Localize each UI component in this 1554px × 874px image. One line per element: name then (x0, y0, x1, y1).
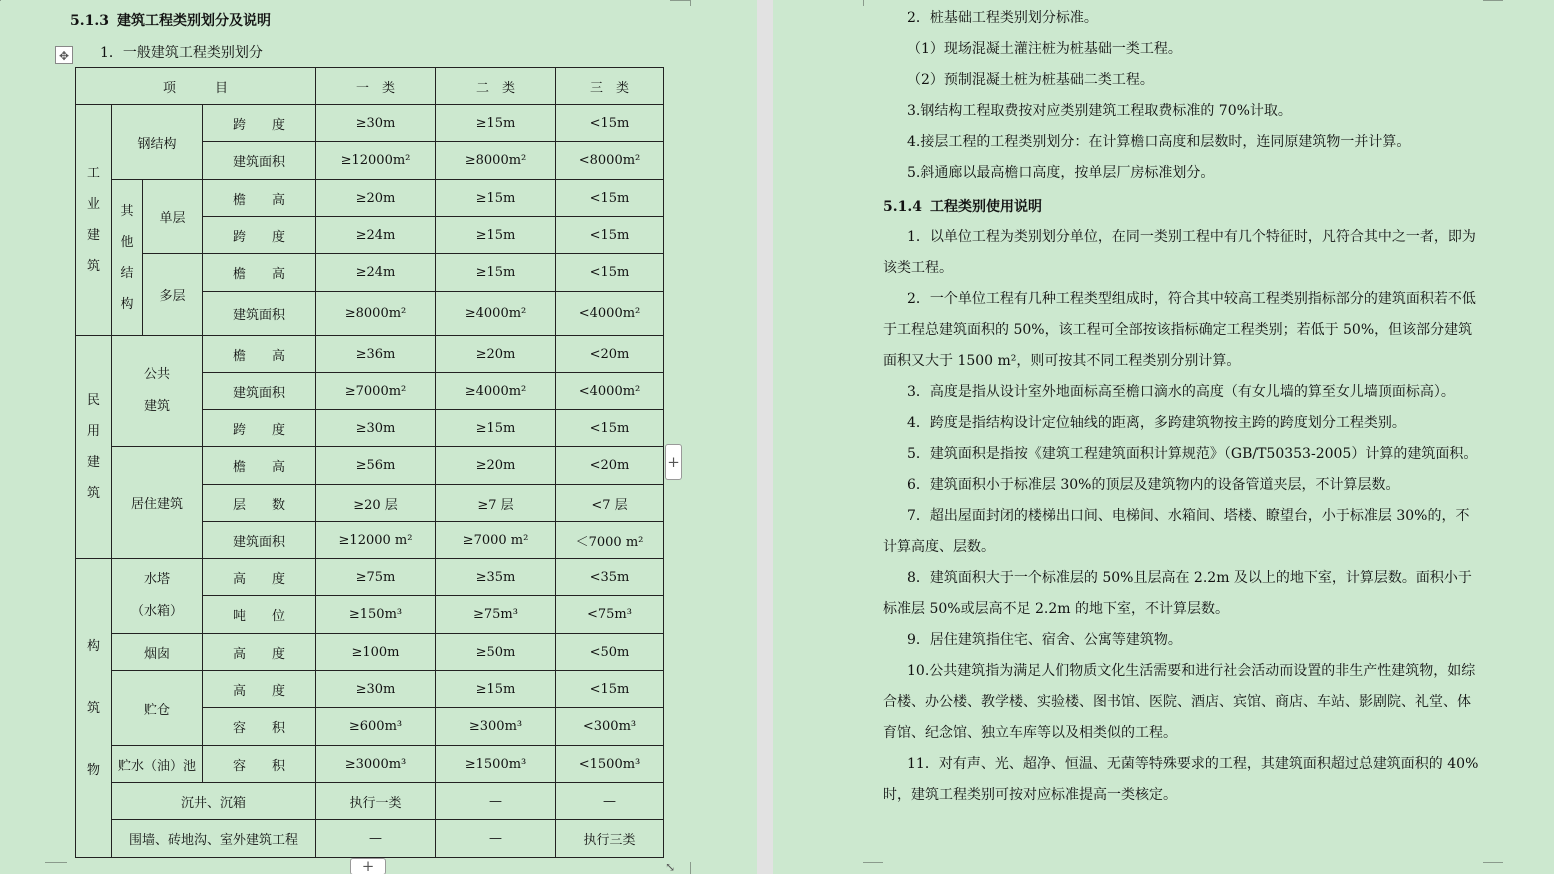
paragraph: 6．建筑面积小于标准层 30%的顶层及建筑物内的设备管道夹层，不计算层数。 (907, 477, 1400, 493)
value-class-1: ≥56m (316, 447, 436, 485)
value-class-1: ≥24m (316, 254, 436, 292)
value-class-2: ≥4000m² (436, 292, 556, 336)
value-class-2: ≥20m (436, 447, 556, 485)
parameter: 容 积 (203, 708, 316, 746)
category-public: 公共 建筑 (112, 336, 203, 447)
parameter: 檐 高 (203, 447, 316, 485)
value-class-2: ≥1500m³ (436, 746, 556, 783)
value-class-3: <15m (556, 254, 664, 292)
value-class-1: — (316, 820, 436, 858)
value-class-3: <15m (556, 671, 664, 708)
value-class-3: <20m (556, 336, 664, 373)
table-row (76, 783, 664, 820)
paragraph: 7．超出屋面封闭的楼梯出口间、电梯间、水箱间、塔楼、瞭望台，小于标准层 30%的，不计算高度、层数。 (883, 508, 1470, 555)
document-page-left (0, 0, 757, 874)
parameter: 高 度 (203, 634, 316, 671)
header-class-3: 三 类 (556, 68, 664, 105)
value-class-3: <4000m² (556, 292, 664, 336)
table-resize-handle-icon[interactable]: ⤡ (665, 860, 676, 874)
crop-mark (690, 862, 691, 874)
header-class-1: 一 类 (316, 68, 436, 105)
value-class-3: <8000m² (556, 142, 664, 180)
value-class-1: ≥30m (316, 105, 436, 142)
table-row (76, 820, 664, 858)
value-class-2: — (436, 820, 556, 858)
paragraph: 2．桩基础工程类别划分标准。 (907, 10, 1098, 26)
value-class-2: ≥35m (436, 559, 556, 596)
paragraph: 5.斜通廊以最高檐口高度，按单层厂房标准划分。 (907, 165, 1215, 181)
category-walls: 围墙、砖地沟、室外建筑工程 (112, 820, 316, 858)
value-class-2: ≥8000m² (436, 142, 556, 180)
paragraph: 4．跨度是指结构设计定位轴线的距离，多跨建筑物按主跨的跨度划分工程类别。 (907, 415, 1406, 431)
parameter: 建筑面积 (203, 292, 316, 336)
value-class-1: ≥3000m³ (316, 746, 436, 783)
section-number: 5.1.4 (883, 199, 922, 215)
paragraph: 5．建筑面积是指按《建筑工程建筑面积计算规范》（GB/T50353-2005）计算的建筑面积。 (907, 446, 1478, 462)
value-class-2: ≥15m (436, 105, 556, 142)
crop-mark (1483, 862, 1503, 863)
paragraph: 9．居住建筑指住宅、宿舍、公寓等建筑物。 (907, 632, 1182, 648)
value-class-3: <15m (556, 217, 664, 254)
value-class-3: <15m (556, 180, 664, 217)
sub-heading: 1．一般建筑工程类别划分 (100, 45, 263, 61)
category-pool: 贮水（油）池 (112, 746, 203, 783)
value-class-1: ≥30m (316, 671, 436, 708)
value-class-1: ≥24m (316, 217, 436, 254)
parameter: 高 度 (203, 671, 316, 708)
crop-mark (670, 0, 690, 1)
value-class-3: <1500m³ (556, 746, 664, 783)
parameter: 建筑面积 (203, 522, 316, 559)
subcategory-multi: 多层 (143, 254, 203, 336)
category-steel: 钢结构 (112, 105, 203, 180)
group-industrial: 工 业 建 筑 (76, 105, 112, 336)
parameter: 层 数 (203, 485, 316, 522)
value-class-2: ≥15m (436, 671, 556, 708)
table-row (76, 105, 664, 142)
value-class-1: 执行一类 (316, 783, 436, 820)
category-chimney: 烟囱 (112, 634, 203, 671)
paragraph: 2．一个单位工程有几种工程类型组成时，符合其中较高工程类别指标部分的建筑面积若不低于工程总建筑面积的 50%，该工程可全部按该指标确定工程类别；若低于 50%，但该部分建筑面积又大于 1500 m²，则可按其不同工程类别分别计算。 (883, 291, 1476, 369)
paragraph: 1．以单位工程为类别划分单位，在同一类别工程中有几个特征时，凡符合其中之一者，即为该类工程。 (883, 229, 1476, 276)
parameter: 檐 高 (203, 254, 316, 292)
header-item: 项 目 (76, 68, 316, 105)
parameter: 容 积 (203, 746, 316, 783)
text-block-usage (883, 222, 1483, 811)
value-class-1: ≥12000 m² (316, 522, 436, 559)
table-header-row (76, 68, 664, 105)
value-class-3: <15m (556, 410, 664, 447)
value-class-2: — (436, 783, 556, 820)
value-class-2: ≥300m³ (436, 708, 556, 746)
table-row (76, 447, 664, 485)
paragraph: 3.钢结构工程取费按对应类别建筑工程取费标准的 70%计取。 (907, 103, 1292, 119)
paragraph: 4.接层工程的工程类别划分：在计算檐口高度和层数时，连同原建筑物一并计算。 (907, 134, 1411, 150)
category-other-structure: 其 他 结 构 (112, 180, 143, 336)
value-class-3: <75m³ (556, 596, 664, 634)
value-class-3: <300m³ (556, 708, 664, 746)
value-class-2: ≥15m (436, 180, 556, 217)
value-class-1: ≥12000m² (316, 142, 436, 180)
value-class-1: ≥20m (316, 180, 436, 217)
paragraph: 11．对有声、光、超净、恒温、无菌等特殊要求的工程，其建筑面积超过总建筑面积的 40%时，建筑工程类别可按对应标准提高一类核定。 (883, 756, 1479, 803)
value-class-2: ≥4000m² (436, 373, 556, 410)
value-class-2: ≥75m³ (436, 596, 556, 634)
add-row-plus-icon[interactable]: + (350, 858, 386, 874)
value-class-3: <7 层 (556, 485, 664, 522)
crop-mark (0, 0, 1, 1)
parameter: 檐 高 (203, 336, 316, 373)
header-class-2: 二 类 (436, 68, 556, 105)
add-column-plus-icon[interactable]: + (665, 444, 682, 480)
value-class-2: ≥7 层 (436, 485, 556, 522)
table-row (76, 671, 664, 708)
table-row (76, 634, 664, 671)
value-class-2: ≥15m (436, 254, 556, 292)
paragraph: 8．建筑面积大于一个标准层的 50%且层高在 2.2m 及以上的地下室，计算层数。面积小于标准层 50%或层高不足 2.2m 的地下室，不计算层数。 (883, 570, 1472, 617)
value-class-2: ≥15m (436, 217, 556, 254)
parameter: 建筑面积 (203, 373, 316, 410)
value-class-3: <50m (556, 634, 664, 671)
subcategory-single: 单层 (143, 180, 203, 254)
value-class-3: <20m (556, 447, 664, 485)
parameter: 檐 高 (203, 180, 316, 217)
category-silo: 贮仓 (112, 671, 203, 746)
section-title: 建筑工程类别划分及说明 (116, 13, 271, 29)
category-residential: 居住建筑 (112, 447, 203, 559)
value-class-2: ≥7000 m² (436, 522, 556, 559)
group-structures: 构 筑 物 (76, 559, 112, 858)
paragraph: 10.公共建筑指为满足人们物质文化生活需要和进行社会活动而设置的非生产性建筑物，如综合楼、办公楼、教学楼、实验楼、图书馆、医院、酒店、宾馆、商店、车站、影剧院、礼堂、体育馆、纪念馆、独立车库等以及相类似的工程。 (883, 663, 1476, 741)
table-row (76, 254, 664, 292)
crop-mark (863, 862, 883, 863)
value-class-3: <15m (556, 105, 664, 142)
value-class-3: <4000m² (556, 373, 664, 410)
table-move-handle-icon[interactable]: ✥ (55, 46, 73, 64)
category-caisson: 沉井、沉箱 (112, 783, 316, 820)
value-class-2: ≥15m (436, 410, 556, 447)
section-title: 工程类别使用说明 (929, 199, 1042, 215)
table-row (76, 559, 664, 596)
paragraph: 3．高度是指从设计室外地面标高至檐口滴水的高度（有女儿墙的算至女儿墙顶面标高）。 (907, 384, 1455, 400)
paragraph: （1）现场混凝土灌注桩为桩基础一类工程。 (907, 41, 1182, 57)
value-class-1: ≥100m (316, 634, 436, 671)
parameter: 跨 度 (203, 105, 316, 142)
value-class-1: ≥7000m² (316, 373, 436, 410)
classification-table (75, 67, 664, 858)
value-class-1: ≥36m (316, 336, 436, 373)
crop-mark (863, 0, 864, 6)
page-gap (757, 0, 773, 874)
crop-mark (690, 0, 691, 6)
text-block-pile (883, 3, 1483, 189)
category-water-tower: 水塔 （水箱） (112, 559, 203, 634)
parameter: 跨 度 (203, 217, 316, 254)
value-class-3: <35m (556, 559, 664, 596)
section-heading (70, 10, 271, 30)
value-class-1: ≥150m³ (316, 596, 436, 634)
value-class-1: ≥75m (316, 559, 436, 596)
table-row (76, 180, 664, 217)
value-class-3: — (556, 783, 664, 820)
parameter: 建筑面积 (203, 142, 316, 180)
parameter: 跨 度 (203, 410, 316, 447)
value-class-1: ≥8000m² (316, 292, 436, 336)
crop-mark (1483, 0, 1503, 1)
value-class-3: ＜7000 m² (556, 522, 664, 559)
paragraph: （2）预制混凝土桩为桩基础二类工程。 (907, 72, 1154, 88)
value-class-2: ≥50m (436, 634, 556, 671)
value-class-1: ≥20 层 (316, 485, 436, 522)
section-number: 5.1.3 (70, 13, 109, 29)
parameter: 高 度 (203, 559, 316, 596)
value-class-1: ≥600m³ (316, 708, 436, 746)
table-row (76, 746, 664, 783)
group-civil: 民 用 建 筑 (76, 336, 112, 559)
value-class-1: ≥30m (316, 410, 436, 447)
crop-mark (45, 862, 67, 863)
value-class-3: 执行三类 (556, 820, 664, 858)
parameter: 吨 位 (203, 596, 316, 634)
section-heading (883, 196, 1042, 216)
value-class-2: ≥20m (436, 336, 556, 373)
table-row (76, 336, 664, 373)
